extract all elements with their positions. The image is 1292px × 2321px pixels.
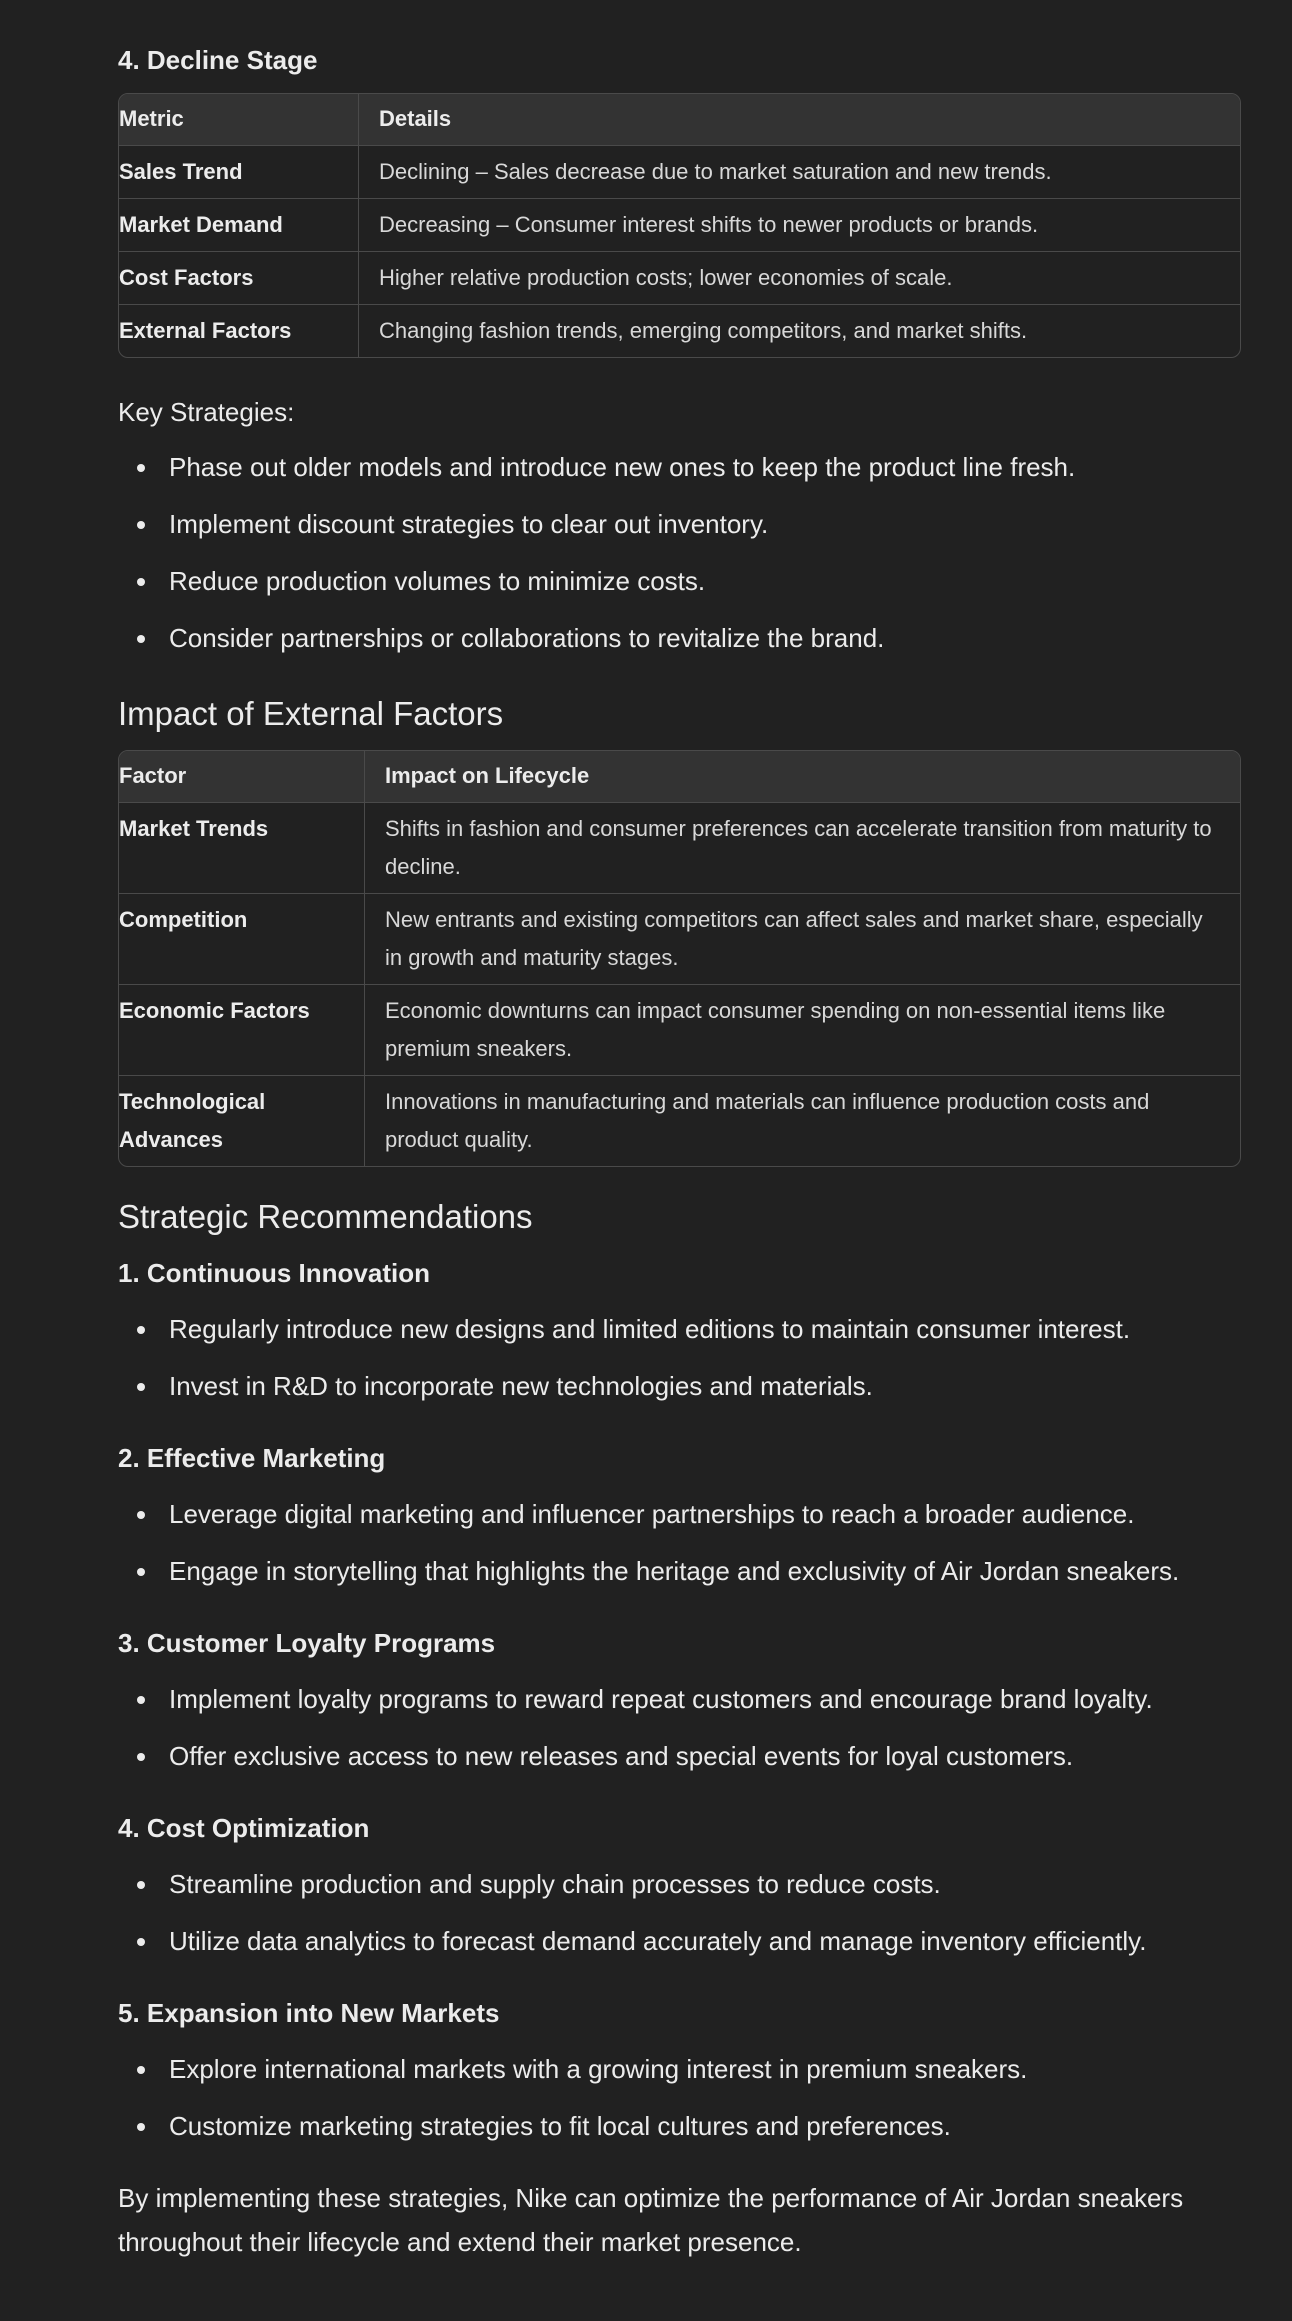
table-cell-factor: Market Trends bbox=[119, 803, 365, 894]
recommendation-list bbox=[118, 1866, 1241, 1959]
closing-paragraph: By implementing these strategies, Nike can optimize the performance of Air Jordan sneakers throughout their lifecycle and extend their market presence. bbox=[118, 2183, 1184, 2257]
table-header-row bbox=[119, 751, 1240, 803]
recommendation-title: 3. Customer Loyalty Programs bbox=[118, 1628, 496, 1658]
recommendation-title: 1. Continuous Innovation bbox=[118, 1258, 430, 1288]
key-strategies-heading: Key Strategies: bbox=[118, 397, 295, 427]
table-row bbox=[119, 803, 1240, 894]
recommendation-title: 2. Effective Marketing bbox=[118, 1443, 386, 1473]
table-cell-impact: Innovations in manufacturing and materials can influence production costs and product quality. bbox=[385, 1089, 1150, 1152]
chat-message-content bbox=[118, 0, 1241, 2264]
list-item: Customize marketing strategies to fit local cultures and preferences. bbox=[118, 2108, 1241, 2144]
table-cell-details: Higher relative production costs; lower economies of scale. bbox=[359, 252, 1240, 305]
table-cell-factor: Competition bbox=[119, 894, 365, 985]
table-row bbox=[119, 985, 1240, 1076]
table-cell-factor: Technological Advances bbox=[119, 1076, 365, 1166]
list-item: Utilize data analytics to forecast demand accurately and manage inventory efficiently. bbox=[118, 1923, 1241, 1959]
table-cell-impact: Shifts in fashion and consumer preferences can accelerate transition from maturity to decline. bbox=[365, 803, 1240, 894]
list-item: Leverage digital marketing and influencer partnerships to reach a broader audience. bbox=[118, 1496, 1241, 1532]
table-header-cell: Factor bbox=[119, 751, 365, 803]
table-row bbox=[119, 146, 1240, 199]
table-cell-impact: Economic downturns can impact consumer spending on non-essential items like premium sneakers. bbox=[365, 985, 1240, 1076]
table-cell-details: Decreasing – Consumer interest shifts to newer products or brands. bbox=[359, 199, 1240, 252]
list-item: Regularly introduce new designs and limited editions to maintain consumer interest. bbox=[118, 1311, 1241, 1347]
recommendation-list bbox=[118, 1681, 1241, 1774]
table-cell-impact: New entrants and existing competitors can affect sales and market share, especially in growth and maturity stages. bbox=[365, 894, 1240, 985]
table-cell-metric: Market Demand bbox=[119, 199, 359, 252]
recommendation-list bbox=[118, 1496, 1241, 1589]
key-strategies-list bbox=[118, 449, 1241, 656]
external-factors-heading: Impact of External Factors bbox=[118, 695, 504, 732]
recommendation-list bbox=[118, 1311, 1241, 1404]
table-row bbox=[119, 199, 1240, 252]
decline-metrics-table bbox=[118, 93, 1241, 358]
table-cell-factor: Economic Factors bbox=[119, 985, 365, 1076]
table-header-cell: Metric bbox=[119, 94, 359, 146]
list-item: Reduce production volumes to minimize costs. bbox=[118, 563, 1241, 599]
table-header-row bbox=[119, 94, 1240, 146]
table-cell-details: Changing fashion trends, emerging competitors, and market shifts. bbox=[379, 318, 1028, 343]
table-row bbox=[119, 305, 1240, 357]
table-row bbox=[119, 252, 1240, 305]
recommendation-title: 5. Expansion into New Markets bbox=[118, 1998, 500, 2028]
list-item: Implement discount strategies to clear out inventory. bbox=[118, 506, 1241, 542]
table-header-cell: Impact on Lifecycle bbox=[365, 751, 1240, 803]
table-row bbox=[119, 894, 1240, 985]
decline-stage-heading: 4. Decline Stage bbox=[118, 45, 318, 75]
recommendations-heading: Strategic Recommendations bbox=[118, 1198, 533, 1235]
list-item: Implement loyalty programs to reward repeat customers and encourage brand loyalty. bbox=[118, 1681, 1241, 1717]
table-cell-details: Declining – Sales decrease due to market saturation and new trends. bbox=[359, 146, 1240, 199]
table-cell-metric: Cost Factors bbox=[119, 252, 359, 305]
table-header-cell: Details bbox=[359, 94, 1240, 146]
table-cell-metric: Sales Trend bbox=[119, 146, 359, 199]
list-item: Phase out older models and introduce new ones to keep the product line fresh. bbox=[118, 449, 1241, 485]
list-item: Streamline production and supply chain processes to reduce costs. bbox=[118, 1866, 1241, 1902]
list-item: Invest in R&D to incorporate new technologies and materials. bbox=[118, 1368, 1241, 1404]
table-row bbox=[119, 1076, 1240, 1166]
list-item: Explore international markets with a growing interest in premium sneakers. bbox=[118, 2051, 1241, 2087]
list-item: Engage in storytelling that highlights the heritage and exclusivity of Air Jordan sneakers. bbox=[118, 1553, 1241, 1589]
list-item: Consider partnerships or collaborations to revitalize the brand. bbox=[118, 620, 1241, 656]
external-factors-table bbox=[118, 750, 1241, 1167]
recommendation-list bbox=[118, 2051, 1241, 2144]
list-item: Offer exclusive access to new releases and special events for loyal customers. bbox=[118, 1738, 1241, 1774]
table-cell-metric: External Factors bbox=[119, 305, 359, 357]
recommendation-title: 4. Cost Optimization bbox=[118, 1813, 370, 1843]
